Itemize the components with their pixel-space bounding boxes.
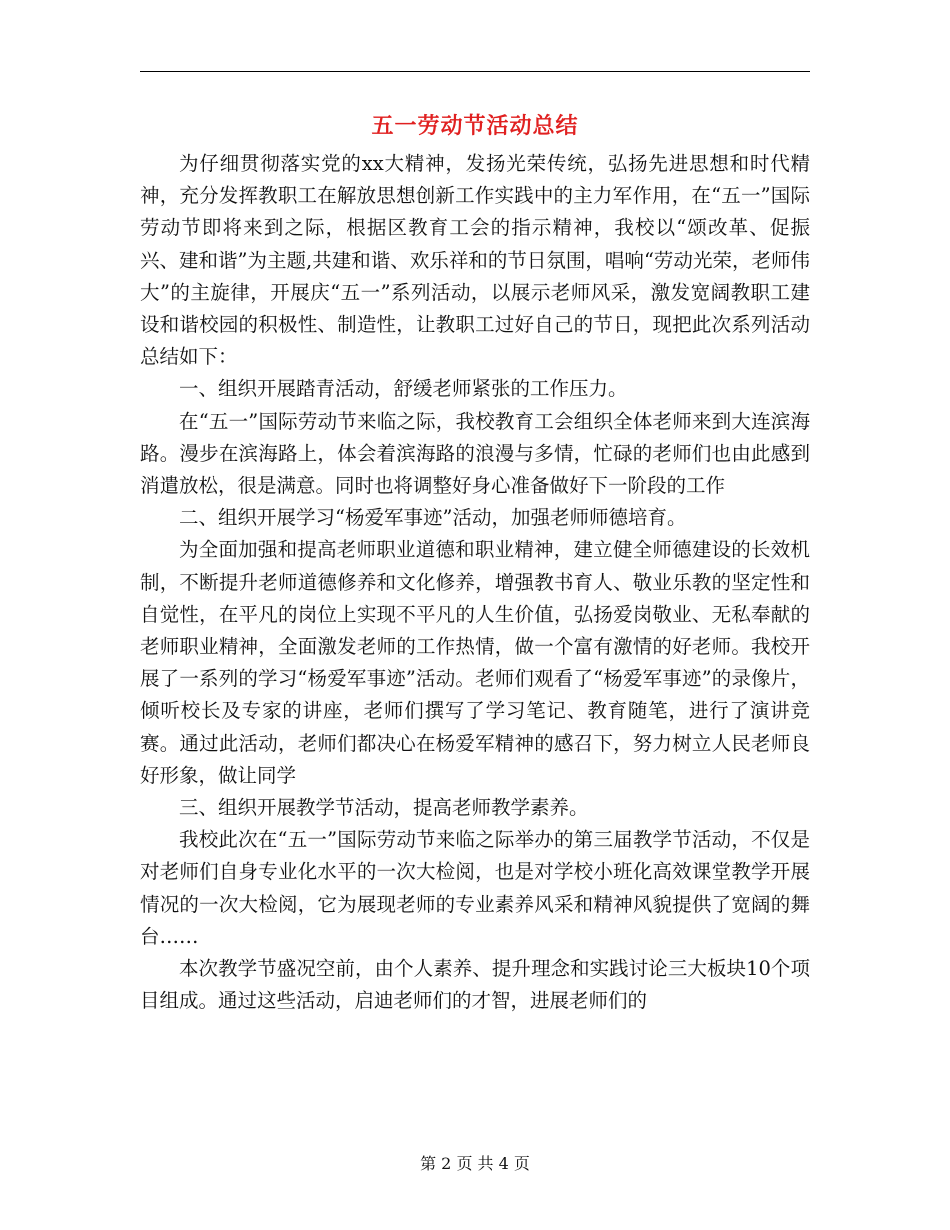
- document-body: [140, 148, 810, 1017]
- header-rule: [140, 71, 810, 72]
- document-title: 五一劳动节活动总结: [371, 113, 579, 139]
- section-heading-1: 一、组织开展踏青活动，舒缓老师紧张的工作压力。: [179, 377, 628, 401]
- paragraph-section-3b: 本次教学节盛况空前，由个人素养、提升理念和实践讨论三大板块10个项目组成。通过这些活动，启迪老师们的才智，进展老师们的: [140, 957, 810, 1013]
- page-number: 第 2 页 共 4 页: [420, 1154, 530, 1173]
- paragraph-section-2: 为全面加强和提高老师职业道德和职业精神，建立健全师德建设的长效机制，不断提升老师道德修养和文化修养，增强教书育人、敬业乐教的坚定性和自觉性，在平凡的岗位上实现不平凡的人生价值，弘扬爱岗敬业、无私奉献的老师职业精神，全面激发老师的工作热情，做一个富有激情的好老师。我校开展了一系列的学习“杨爱军事迹”活动。老师们观看了“杨爱军事迹”的录像片，倾听校长及专家的讲座，老师们撰写了学习笔记、教育随笔，进行了演讲竞赛。通过此活动，老师们都决心在杨爱军精神的感召下，努力树立人民老师良好形象，做让同学: [140, 538, 810, 787]
- page-footer: [0, 1153, 950, 1175]
- section-heading-2: 二、组织开展学习“杨爱军事迹”活动，加强老师师德培育。: [179, 506, 687, 530]
- paragraph-intro: 为仔细贯彻落实党的xx大精神，发扬光荣传统，弘扬先进思想和时代精神，充分发挥教职工在解放思想创新工作实践中的主力军作用，在“五一”国际劳动节即将来到之际，根据区教育工会的指示精神，我校以“颂改革、促振兴、建和谐”为主题,共建和谐、欢乐祥和的节日氛围，唱响“劳动光荣，老师伟大”的主旋律，开展庆“五一”系列活动，以展示老师风采，激发宽阔教职工建设和谐校园的积极性、制造性，让教职工过好自己的节日，现把此次系列活动总结如下：: [140, 152, 810, 369]
- paragraph-section-1: 在“五一”国际劳动节来临之际，我校教育工会组织全体老师来到大连滨海路。漫步在滨海路上，体会着滨海路的浪漫与多情，忙碌的老师们也由此感到消遣放松，很是满意。同时也将调整好身心准备做好下一阶段的工作: [140, 409, 810, 498]
- section-heading-3: 三、组织开展教学节活动，提高老师教学素养。: [179, 796, 589, 820]
- paragraph-section-3: 我校此次在“五一”国际劳动节来临之际举办的第三届教学节活动，不仅是对老师们自身专业化水平的一次大检阅，也是对学校小班化高效课堂教学开展情况的一次大检阅，它为展现老师的专业素养风采和精神风貌提供了宽阔的舞台……: [140, 828, 810, 948]
